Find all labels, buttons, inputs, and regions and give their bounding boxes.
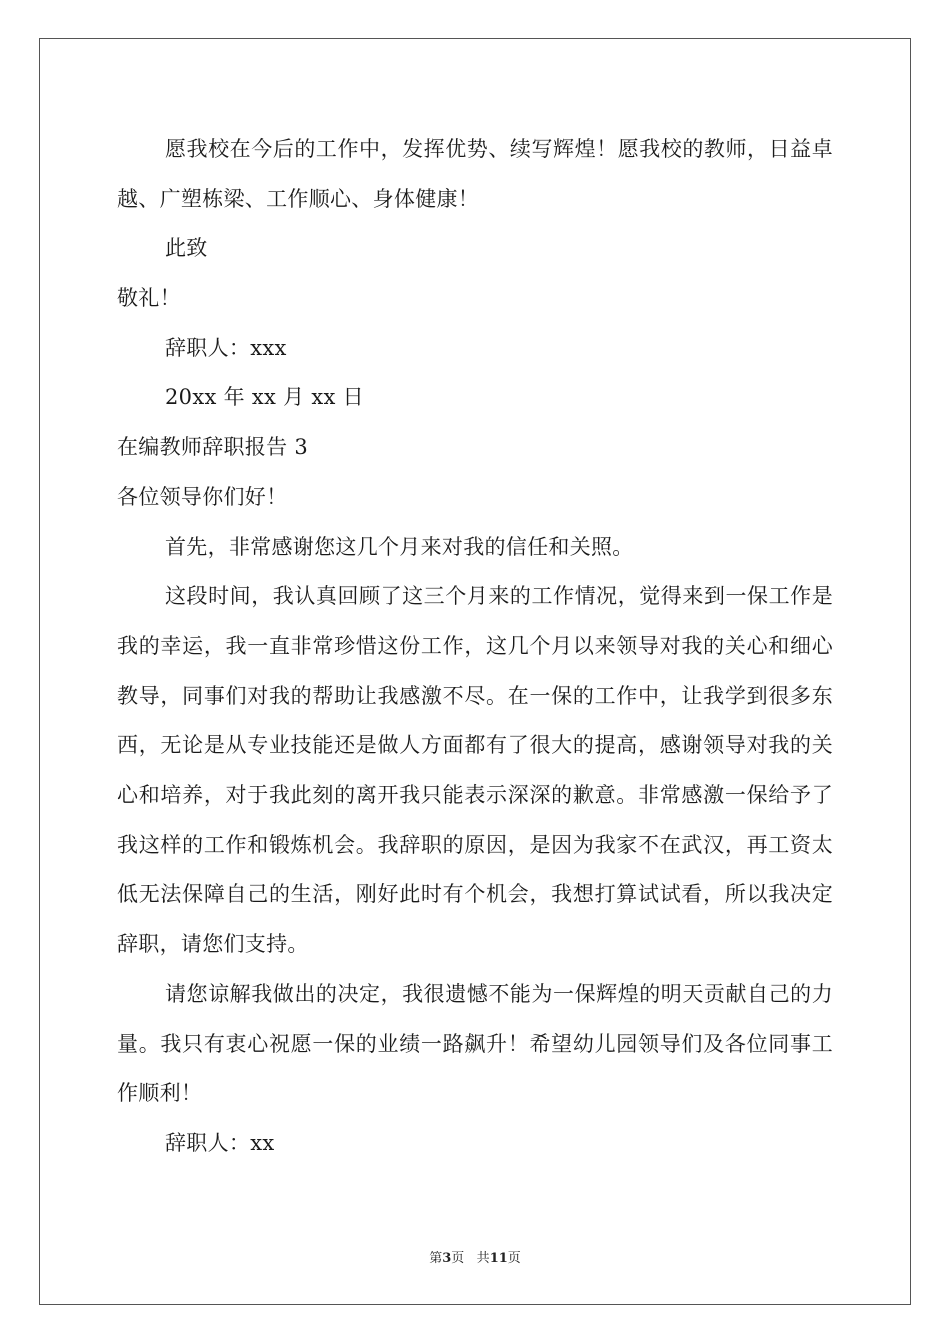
total-prefix: 共 [476, 1251, 490, 1266]
section-title: 在编教师辞职报告 3 [117, 435, 309, 460]
page-suffix: 页 [451, 1251, 465, 1266]
body-paragraph-2: 这段时间，我认真回顾了这三个月来的工作情况，觉得来到一保工作是我的幸运，我一直非常珍惜这份工作，这几个月以来领导对我的关心和细心教导，同事们对我的帮助让我感激不尽。在一保的工作中，让我学到很多东西，无论是从专业技能还是做人方面都有了很大的提高，感谢领导对我的关心和培养，对于我此刻的离开我只能表示深深的歉意。非常感激一保给予了我这样的工作和锻炼机会。我辞职的原因，是因为我家不在武汉，再工资太低无法保障自己的生活，刚好此时有个机会，我想打算试试看，所以我决定辞职，请您们支持。 [117, 584, 833, 957]
page-number: 3 [442, 1251, 452, 1266]
total-pages: 11 [489, 1251, 508, 1266]
closing-paragraph: 愿我校在今后的工作中，发挥优势、续写辉煌！愿我校的教师，日益卓越、广塑栋梁、工作顺心、身体健康！ [117, 137, 833, 211]
signature-line-2: 辞职人：xx [165, 1130, 275, 1155]
body-paragraph-3: 请您谅解我做出的决定，我很遗憾不能为一保辉煌的明天贡献自己的力量。我只有衷心祝愿一保的业绩一路飙升！希望幼儿园领导们及各位同事工作顺利！ [117, 981, 833, 1106]
page-prefix: 第 [429, 1251, 443, 1266]
document-body [117, 125, 833, 1169]
page-footer [0, 1247, 950, 1266]
salutation: 各位领导你们好！ [117, 484, 288, 509]
greeting-close: 此致 [165, 236, 208, 261]
date-line: 20xx 年 xx 月 xx 日 [165, 385, 364, 410]
salute: 敬礼！ [117, 286, 181, 311]
signature-line: 辞职人：xxx [165, 335, 287, 360]
body-paragraph-1: 首先，非常感谢您这几个月来对我的信任和关照。 [165, 534, 634, 559]
total-suffix: 页 [507, 1251, 521, 1266]
